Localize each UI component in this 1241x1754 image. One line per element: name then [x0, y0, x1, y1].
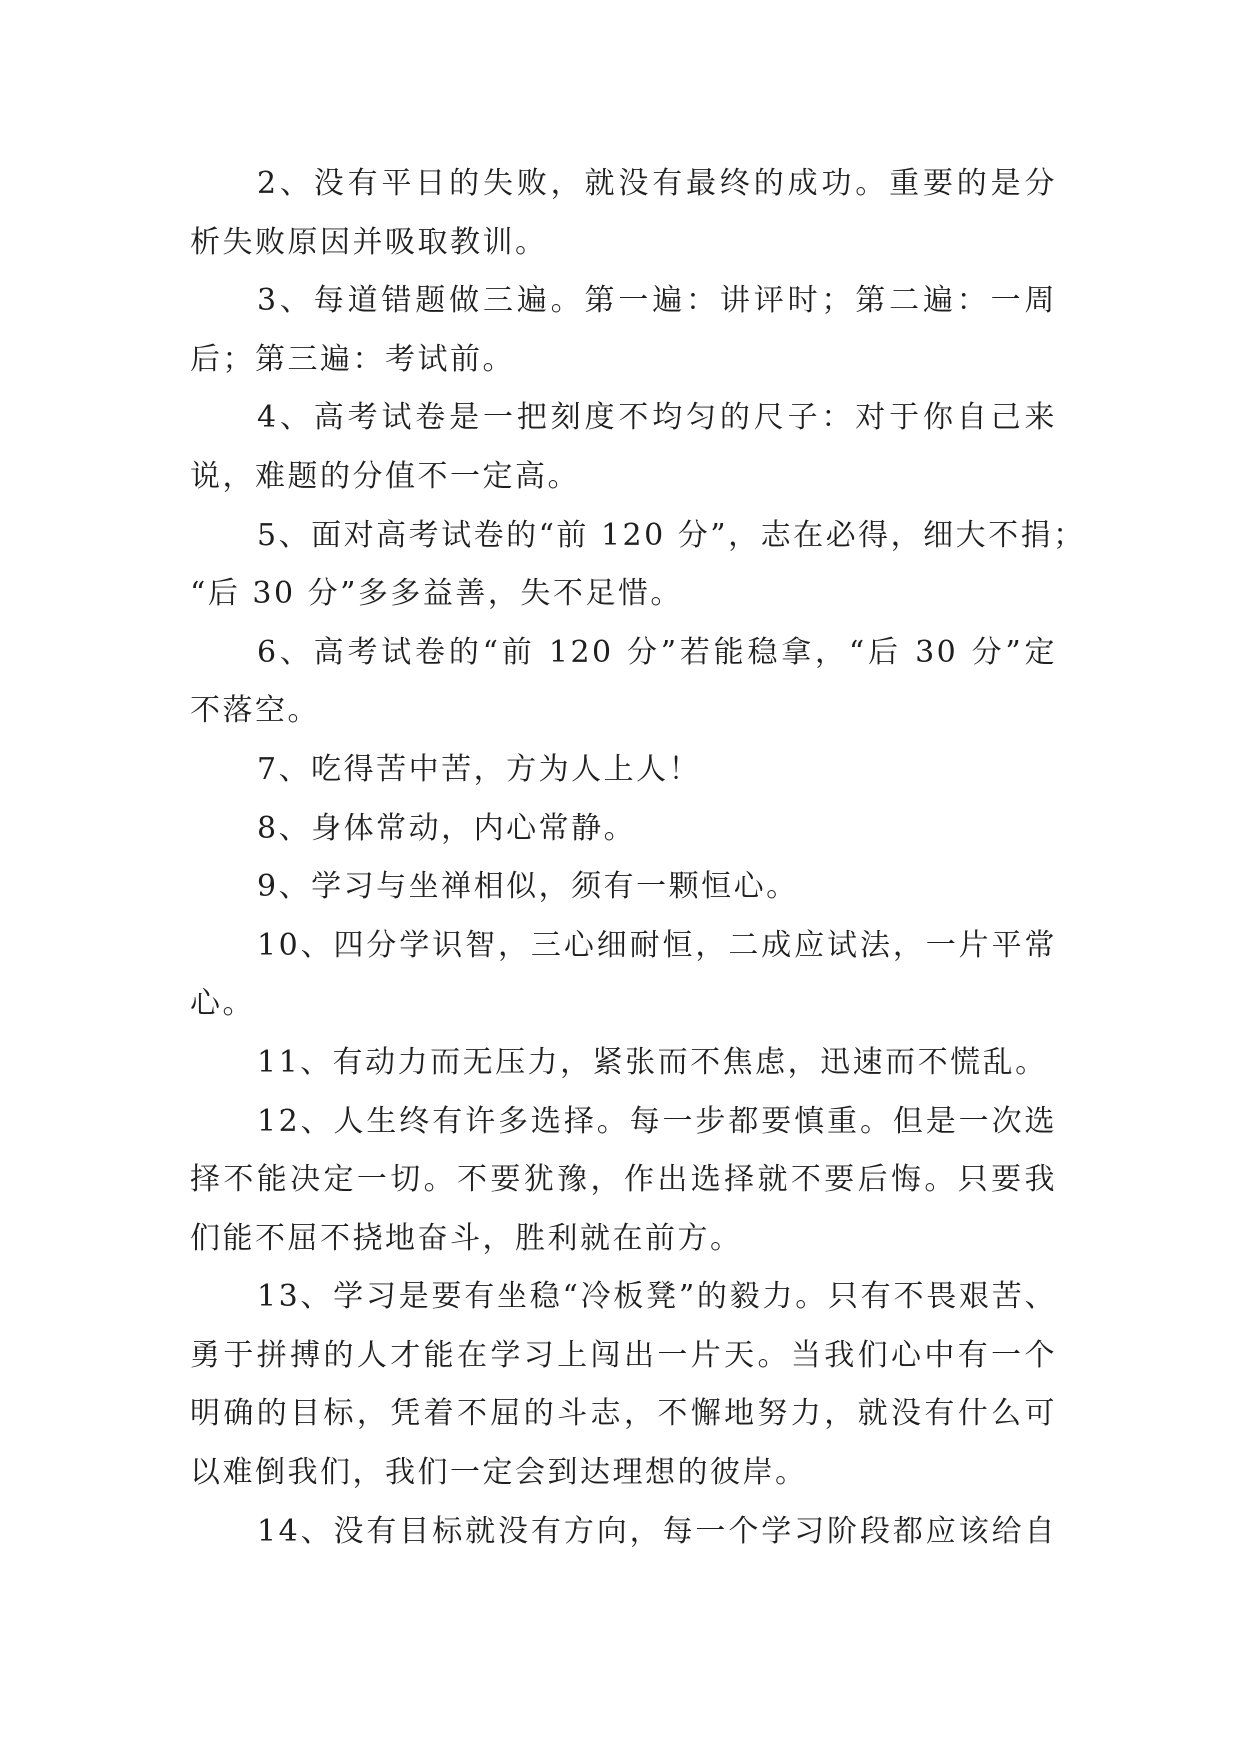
paragraph-10: [190, 917, 1057, 1034]
paragraph-line: 3、每道错题做三遍。第一遍：讲评时；第二遍：一周: [257, 283, 1057, 319]
paragraph-line: 5、面对高考试卷的“前 120 分”，志在必得，细大不捐；: [257, 517, 1086, 553]
paragraph-line: 14、没有目标就没有方向，每一个学习阶段都应该给自: [257, 1513, 1057, 1549]
paragraph-line: 说，难题的分值不一定高。: [190, 458, 580, 494]
paragraph-line: 4、高考试卷是一把刻度不均匀的尺子：对于你自己来: [257, 400, 1057, 436]
paragraph-line: 明确的目标，凭着不屈的斗志，不懈地努力，就没有什么可: [190, 1396, 1057, 1432]
paragraph-line: 择不能决定一切。不要犹豫，作出选择就不要后悔。只要我: [190, 1162, 1057, 1198]
paragraph-line: 6、高考试卷的“前 120 分”若能稳拿，“后 30 分”定: [257, 634, 1057, 670]
paragraph-line: 11、有动力而无压力，紧张而不焦虑，迅速而不慌乱。: [257, 1044, 1048, 1080]
paragraph-4: [190, 389, 1057, 506]
document-body: [190, 155, 1086, 1561]
paragraph-line: 心。: [190, 986, 255, 1022]
paragraph-line: 13、学习是要有坐稳“冷板凳”的毅力。只有不畏艰苦、: [257, 1279, 1057, 1315]
paragraph-6: [190, 624, 1057, 741]
paragraph-line: 8、身体常动，内心常静。: [257, 810, 637, 846]
paragraph-line: 析失败原因并吸取教训。: [190, 224, 548, 260]
paragraph-line: 不落空。: [190, 693, 320, 729]
paragraph-9: [190, 858, 1057, 917]
paragraph-line: 2、没有平日的失败，就没有最终的成功。重要的是分: [257, 166, 1057, 201]
paragraph-5: [190, 507, 1086, 624]
paragraph-line: 勇于拼搏的人才能在学习上闯出一片天。当我们心中有一个: [190, 1337, 1057, 1373]
paragraph-line: 10、四分学识智，三心细耐恒，二成应试法，一片平常: [257, 927, 1057, 963]
paragraph-2: [190, 155, 1057, 272]
paragraph-line: “后 30 分”多多益善，失不足惜。: [190, 576, 683, 612]
paragraph-13: [190, 1268, 1057, 1502]
paragraph-line: 7、吃得苦中苦，方为人上人！: [257, 751, 702, 787]
paragraph-11: [190, 1034, 1057, 1093]
paragraph-line: 以难倒我们，我们一定会到达理想的彼岸。: [190, 1455, 808, 1491]
paragraph-7: [190, 741, 1057, 800]
paragraph-12: [190, 1093, 1057, 1269]
paragraph-3: [190, 272, 1057, 389]
paragraph-line: 后；第三遍：考试前。: [190, 341, 515, 377]
paragraph-line: 9、学习与坐禅相似，须有一颗恒心。: [257, 869, 799, 905]
paragraph-line: 们能不屈不挠地奋斗，胜利就在前方。: [190, 1220, 743, 1256]
paragraph-14: [190, 1503, 1057, 1562]
paragraph-line: 12、人生终有许多选择。每一步都要慎重。但是一次选: [257, 1103, 1057, 1139]
paragraph-8: [190, 800, 1057, 859]
